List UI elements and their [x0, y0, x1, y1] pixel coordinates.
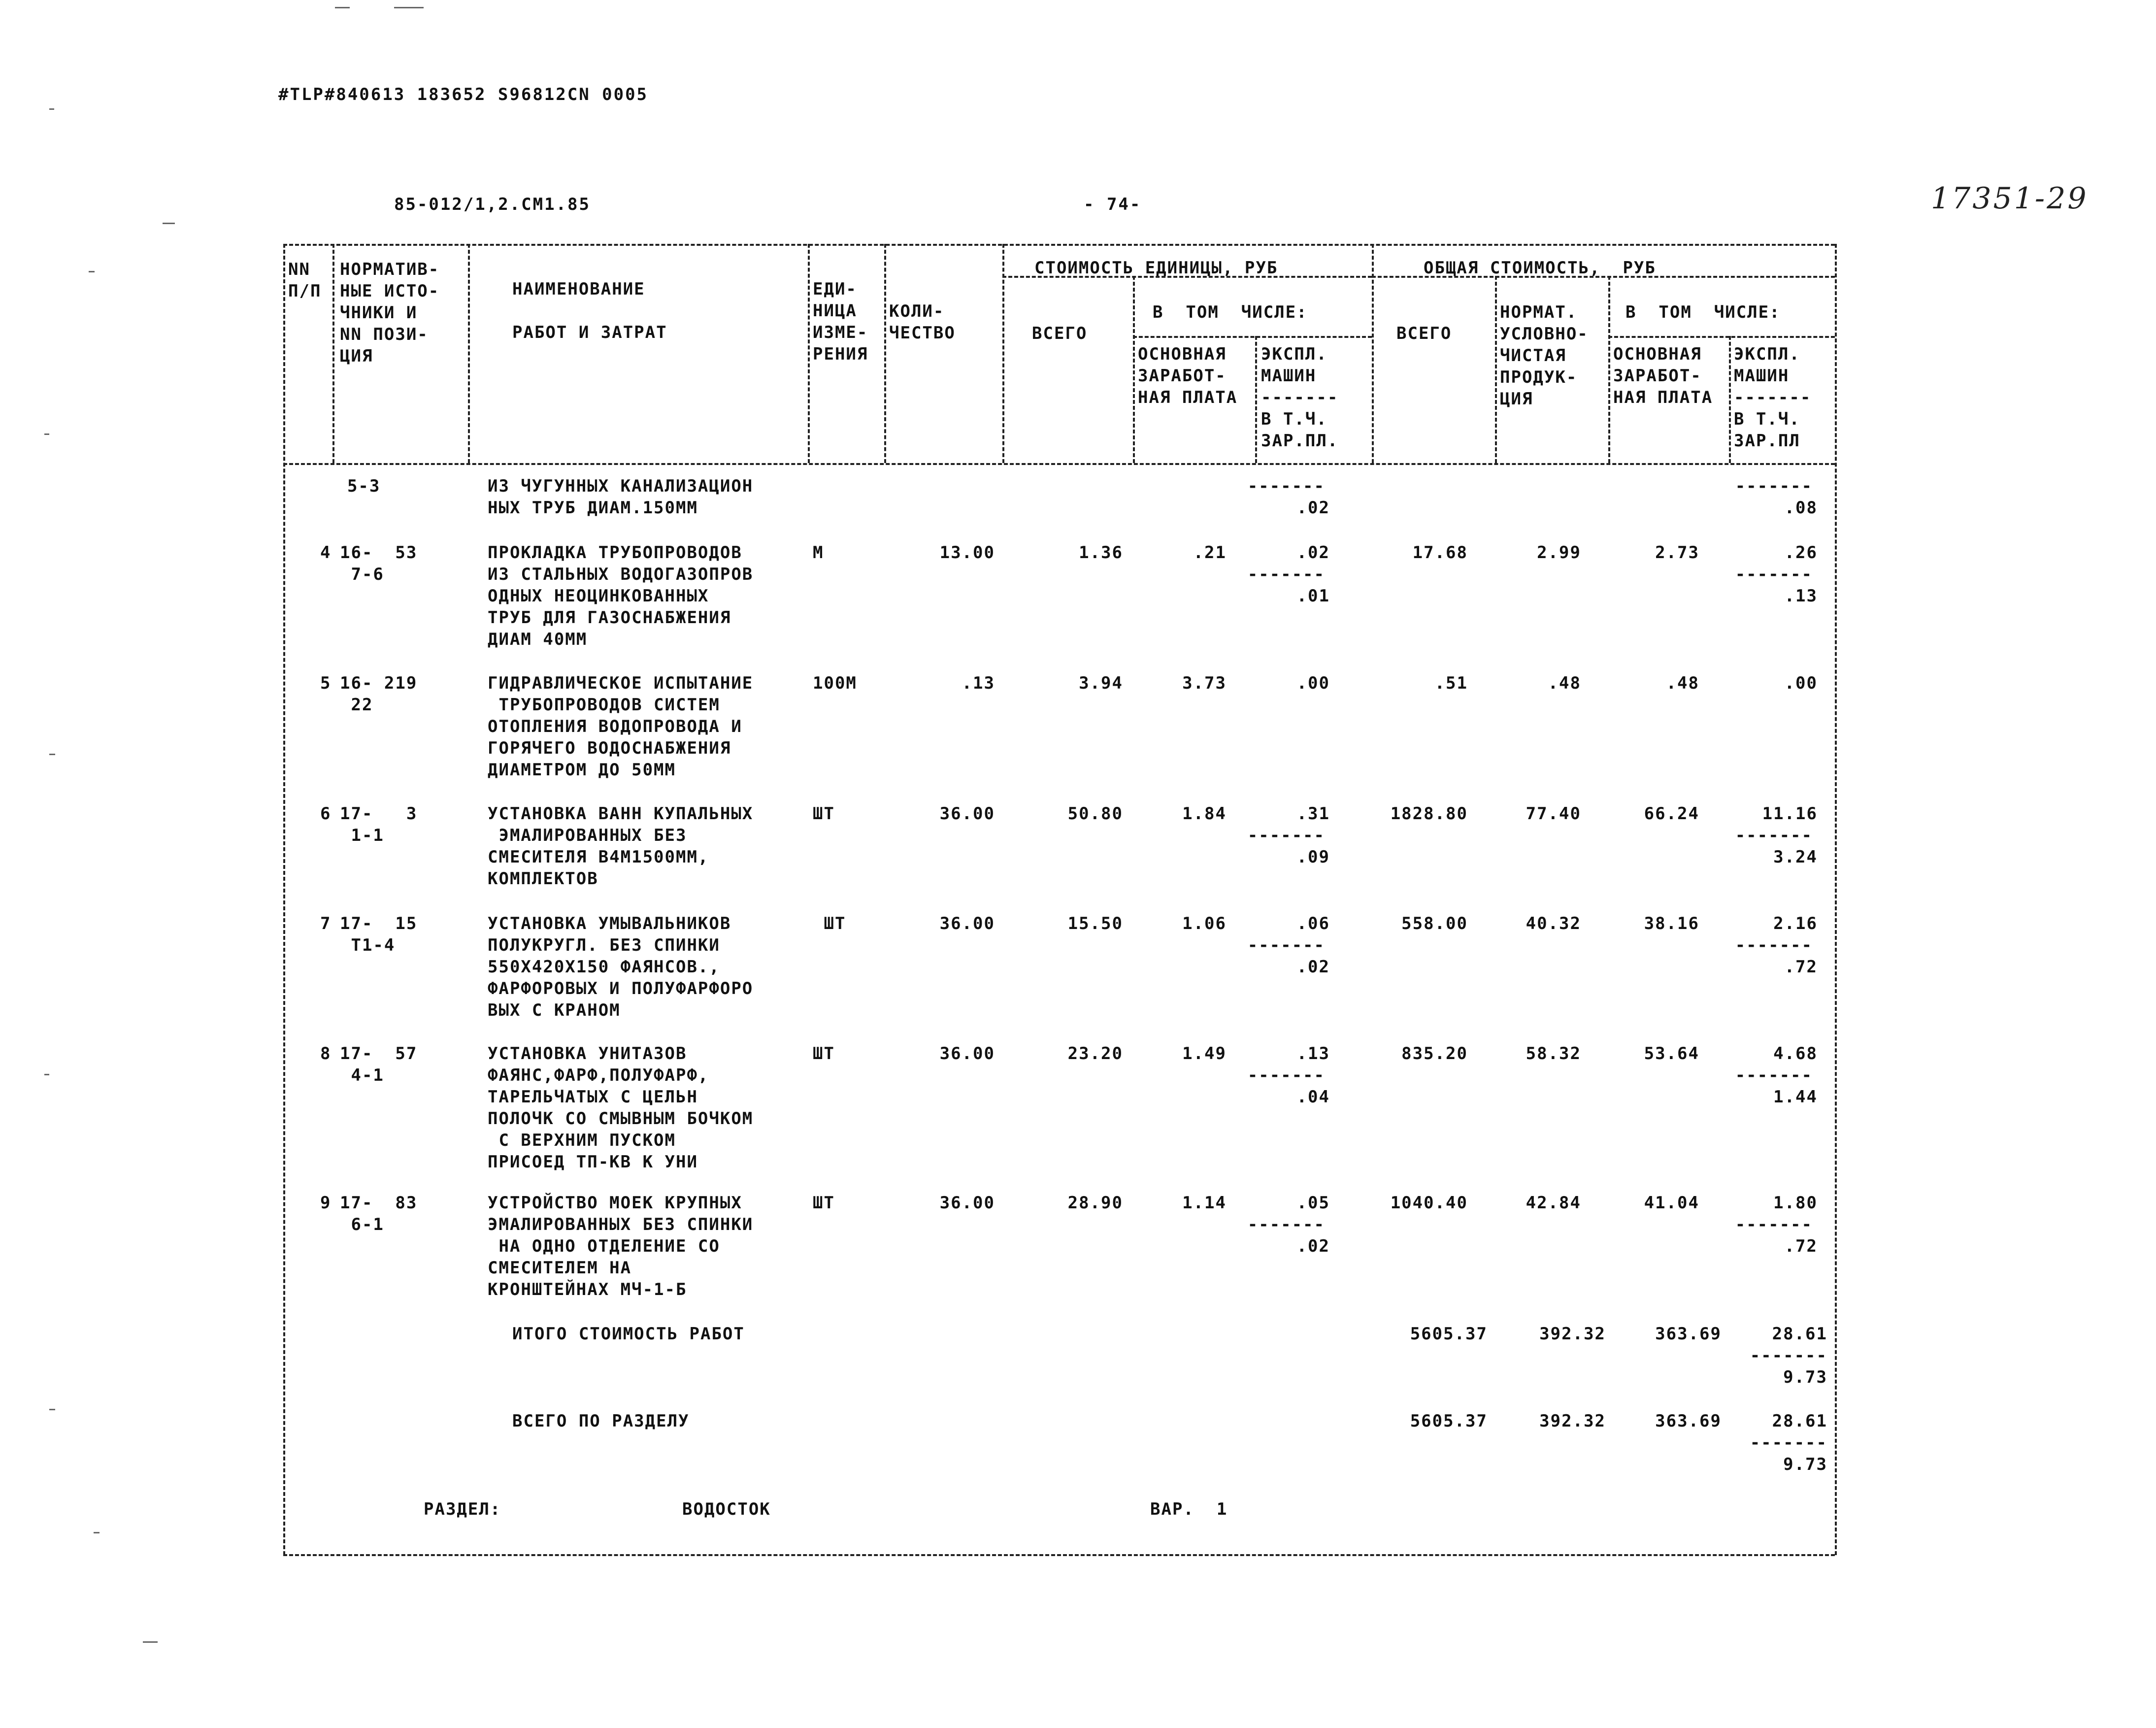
row-total-norm: 77.40 [1526, 804, 1581, 824]
row-unit-total: 3.94 [1079, 673, 1123, 693]
row-unit: ШТ [813, 914, 846, 933]
document-reference: 85-012/1,2.CM1.85 [394, 195, 591, 214]
row-name: УСТАНОВКА ВАНН КУПАЛЬНЫХ ЭМАЛИРОВАННЫХ БЕЗ СМЕСИТЕЛЯ В4М1500ММ, КОМПЛЕКТОВ [488, 804, 754, 889]
header-col-qty: КОЛИ- ЧЕСТВО [889, 301, 956, 343]
row-sep: ------- [1247, 565, 1325, 584]
row-name: ИЗ ЧУГУННЫХ КАНАЛИЗАЦИОН НЫХ ТРУБ ДИАМ.150ММ [488, 476, 754, 518]
scan-speck [89, 271, 95, 272]
row-nn: 7 [320, 914, 332, 933]
row-total-total: 558.00 [1401, 914, 1468, 933]
header-unit-incl: В ТОМ ЧИСЛЕ: [1153, 302, 1308, 322]
row-unit-total: 15.50 [1067, 914, 1123, 933]
col-divider [1255, 336, 1257, 463]
row-total-mach: 2.16 [1773, 914, 1818, 933]
row-total-mach-wage: .72 [1784, 957, 1818, 977]
row-unit-total: 1.36 [1079, 543, 1123, 563]
totals-norm: 392.32 [1539, 1411, 1606, 1431]
table-bottom-border [283, 1554, 1835, 1556]
row-total-mach: .00 [1784, 673, 1818, 693]
col-divider [468, 244, 470, 463]
col-divider [1729, 336, 1731, 463]
header-total-machines: ЭКСПЛ. МАШИН ------- В Т.Ч. ЗАР.ПЛ [1734, 344, 1812, 451]
row-total-wage: 53.64 [1644, 1044, 1699, 1063]
col-divider [808, 244, 810, 463]
col-divider [1002, 244, 1004, 463]
row-qty: 36.00 [939, 914, 995, 933]
row-total-total: 835.20 [1401, 1044, 1468, 1063]
row-total-total: 1040.40 [1390, 1193, 1468, 1213]
row-unit-wage: 1.49 [1182, 1044, 1227, 1063]
totals-wage: 363.69 [1655, 1411, 1722, 1431]
row-nn: 5 [320, 673, 332, 693]
col-divider [332, 244, 334, 463]
table-top-border [283, 244, 1835, 246]
header-total-total: ВСЕГО [1396, 324, 1452, 343]
row-unit-total: 50.80 [1067, 804, 1123, 824]
row-unit-mach: .00 [1296, 673, 1330, 693]
header-total-wage: ОСНОВНАЯ ЗАРАБОТ- НАЯ ПЛАТА [1613, 344, 1713, 407]
row-total-total: .51 [1434, 673, 1468, 693]
row-sep: ------- [1735, 565, 1813, 584]
row-code: 16- 53 7-6 [340, 543, 418, 584]
row-total-norm: .48 [1548, 673, 1581, 693]
row-qty: 13.00 [939, 543, 995, 563]
row-unit: ШТ [813, 1193, 835, 1213]
row-total-norm: 42.84 [1526, 1193, 1581, 1213]
section-name: ВОДОСТОК [682, 1499, 771, 1519]
totals-label: ВСЕГО ПО РАЗДЕЛУ [512, 1411, 690, 1431]
header-total-norm-product: НОРМАТ. УСЛОВНО- ЧИСТАЯ ПРОДУК- ЦИЯ [1500, 302, 1589, 409]
scan-speck [143, 1641, 158, 1643]
row-sep: ------- [1735, 1065, 1813, 1085]
row-total-wage: 66.24 [1644, 804, 1699, 824]
section-variant: ВАР. 1 [1150, 1499, 1228, 1519]
scan-speck [49, 1409, 55, 1410]
totals-wage: 363.69 [1655, 1324, 1722, 1344]
col-divider [1372, 244, 1374, 463]
row-total-mach-wage: .08 [1784, 498, 1818, 518]
header-unit-wage: ОСНОВНАЯ ЗАРАБОТ- НАЯ ПЛАТА [1138, 344, 1238, 407]
row-total-mach: .26 [1784, 543, 1818, 563]
col-divider [1133, 276, 1135, 463]
row-unit-mach-wage: .02 [1296, 1236, 1330, 1256]
row-sep: ------- [1247, 826, 1325, 845]
row-code: 17- 15 Т1-4 [340, 914, 418, 955]
scan-speck [394, 7, 424, 8]
header-col-norm-source: НОРМАТИВ- НЫЕ ИСТО- ЧНИКИ И NN ПОЗИ- ЦИЯ [340, 260, 440, 366]
row-unit-mach: .02 [1296, 543, 1330, 563]
row-name: УСТАНОВКА УНИТАЗОВ ФАЯНС,ФАРФ,ПОЛУФАРФ, ТАРЕЛЬЧАТЫХ С ЦЕЛЬН ПОЛОЧК СО СМЫВНЫМ БОЧКОМ С ВЕРХНИМ ПУСКОМ ПРИСОЕД ТП-КВ К УНИ [488, 1044, 754, 1172]
row-unit-total: 23.20 [1067, 1044, 1123, 1063]
row-code: 16- 219 22 [340, 673, 418, 715]
header-total-cost-group: ОБЩАЯ СТОИМОСТЬ, РУБ [1424, 258, 1656, 278]
totals-norm: 392.32 [1539, 1324, 1606, 1344]
row-total-norm: 2.99 [1537, 543, 1581, 563]
row-unit-mach-wage: .02 [1296, 957, 1330, 977]
row-total-mach-wage: 1.44 [1773, 1087, 1818, 1107]
row-unit: ШТ [813, 1044, 835, 1063]
header-unit-total: ВСЕГО [1032, 324, 1088, 343]
totals-total: 5605.37 [1410, 1324, 1488, 1344]
row-total-mach: 4.68 [1773, 1044, 1818, 1063]
scan-speck [335, 7, 350, 8]
row-total-norm: 40.32 [1526, 914, 1581, 933]
row-unit-wage: 1.14 [1182, 1193, 1227, 1213]
row-code: 17- 57 4-1 [340, 1044, 418, 1085]
row-sep: ------- [1735, 935, 1813, 955]
row-total-norm: 58.32 [1526, 1044, 1581, 1063]
header-col-name: НАИМЕНОВАНИЕ РАБОТ И ЗАТРАТ [512, 279, 667, 342]
scan-speck [44, 1074, 49, 1075]
header-unit-cost-group: СТОИМОСТЬ ЕДИНИЦЫ, РУБ [1034, 258, 1278, 278]
row-unit-wage: 1.06 [1182, 914, 1227, 933]
row-qty: 36.00 [939, 804, 995, 824]
row-qty: 36.00 [939, 1193, 995, 1213]
row-unit-mach-wage: .02 [1296, 498, 1330, 518]
row-unit-mach: .06 [1296, 914, 1330, 933]
total-incl-rule [1608, 336, 1835, 338]
unit-incl-rule [1133, 336, 1372, 338]
totals-total: 5605.37 [1410, 1411, 1488, 1431]
scan-speck [49, 754, 55, 755]
handwritten-number: 17351-29 [1931, 181, 2089, 216]
totals-label: ИТОГО СТОИМОСТЬ РАБОТ [512, 1324, 745, 1344]
totals-mach: 28.61 [1772, 1411, 1827, 1431]
row-total-total: 1828.80 [1390, 804, 1468, 824]
row-sep: ------- [1247, 1215, 1325, 1234]
row-total-mach: 11.16 [1762, 804, 1818, 824]
totals-mach: 28.61 [1772, 1324, 1827, 1344]
col-divider [1608, 276, 1610, 463]
row-total-mach-wage: .72 [1784, 1236, 1818, 1256]
row-sep: ------- [1247, 476, 1325, 496]
row-unit-wage: .21 [1193, 543, 1227, 563]
row-unit-wage: 1.84 [1182, 804, 1227, 824]
scan-speck [163, 223, 175, 224]
table-right-border [1835, 244, 1837, 1555]
row-total-mach-wage: 3.24 [1773, 847, 1818, 867]
row-qty: .13 [962, 673, 995, 693]
row-total-total: 17.68 [1412, 543, 1468, 563]
row-unit-mach: .05 [1296, 1193, 1330, 1213]
row-total-mach-wage: .13 [1784, 586, 1818, 606]
totals-mach-wage: 9.73 [1783, 1455, 1827, 1474]
scan-speck [44, 433, 49, 435]
row-sep: ------- [1247, 935, 1325, 955]
row-code: 5-3 [325, 476, 381, 496]
scan-speck [94, 1532, 100, 1533]
row-name: УСТРОЙСТВО МОЕК КРУПНЫХ ЭМАЛИРОВАННЫХ БЕЗ СПИНКИ НА ОДНО ОТДЕЛЕНИЕ СО СМЕСИТЕЛЕМ НА КРОНШТЕЙНАХ МЧ-1-Б [488, 1193, 754, 1299]
totals-mach-wage: 9.73 [1783, 1367, 1827, 1387]
row-unit-total: 28.90 [1067, 1193, 1123, 1213]
row-qty: 36.00 [939, 1044, 995, 1063]
row-sep: ------- [1735, 1215, 1813, 1234]
row-nn: 8 [320, 1044, 332, 1063]
row-unit-mach-wage: .01 [1296, 586, 1330, 606]
row-unit: ШТ [813, 804, 835, 824]
row-code: 17- 3 1-1 [340, 804, 418, 845]
row-name: ПРОКЛАДКА ТРУБОПРОВОДОВ ИЗ СТАЛЬНЫХ ВОДОГАЗОПРОВ ОДНЫХ НЕОЦИНКОВАННЫХ ТРУБ ДЛЯ ГАЗОСНАБЖЕНИЯ ДИАМ 40ММ [488, 543, 754, 649]
row-name: ГИДРАВЛИЧЕСКОЕ ИСПЫТАНИЕ ТРУБОПРОВОДОВ СИСТЕМ ОТОПЛЕНИЯ ВОДОПРОВОДА И ГОРЯЧЕГО ВОДОСНАБЖЕНИЯ ДИАМЕТРОМ ДО 50ММ [488, 673, 754, 780]
row-unit: М [813, 543, 824, 563]
col-divider [884, 244, 886, 463]
row-sep: ------- [1247, 1065, 1325, 1085]
row-unit-mach-wage: .04 [1296, 1087, 1330, 1107]
row-nn: 9 [320, 1193, 332, 1213]
header-col-nn: NN П/П [288, 260, 322, 301]
row-name: УСТАНОВКА УМЫВАЛЬНИКОВ ПОЛУКРУГЛ. БЕЗ СПИНКИ 550Х420Х150 ФАЯНСОВ., ФАРФОРОВЫХ И ПОЛУФАРФОРО ВЫХ С КРАНОМ [488, 914, 754, 1020]
section-label: РАЗДЕЛ: [424, 1499, 501, 1519]
row-sep: ------- [1735, 476, 1813, 496]
header-total-incl: В ТОМ ЧИСЛЕ: [1625, 302, 1781, 322]
header-col-unit: ЕДИ- НИЦА ИЗМЕ- РЕНИЯ [813, 279, 868, 364]
row-sep: ------- [1735, 826, 1813, 845]
page-number: - 74- [1084, 195, 1142, 214]
row-total-wage: .48 [1666, 673, 1699, 693]
row-total-mach: 1.80 [1773, 1193, 1818, 1213]
row-unit: 100М [813, 673, 857, 693]
row-sep: ------- [1750, 1433, 1827, 1453]
scan-speck [49, 108, 54, 110]
printout-id: #TLP#840613 183652 S96812CN 0005 [278, 85, 649, 104]
header-bottom-border [283, 463, 1835, 465]
row-total-wage: 41.04 [1644, 1193, 1699, 1213]
row-total-wage: 2.73 [1655, 543, 1699, 563]
row-nn: 4 [320, 543, 332, 563]
row-code: 17- 83 6-1 [340, 1193, 418, 1234]
row-unit-mach: .31 [1296, 804, 1330, 824]
col-divider [1495, 276, 1497, 463]
row-unit-wage: 3.73 [1182, 673, 1227, 693]
row-unit-mach-wage: .09 [1296, 847, 1330, 867]
row-total-wage: 38.16 [1644, 914, 1699, 933]
header-unit-machines: ЭКСПЛ. МАШИН ------- В Т.Ч. ЗАР.ПЛ. [1261, 344, 1339, 451]
row-unit-mach: .13 [1296, 1044, 1330, 1063]
row-sep: ------- [1750, 1346, 1827, 1365]
row-nn: 6 [320, 804, 332, 824]
table-left-border [283, 244, 285, 1555]
